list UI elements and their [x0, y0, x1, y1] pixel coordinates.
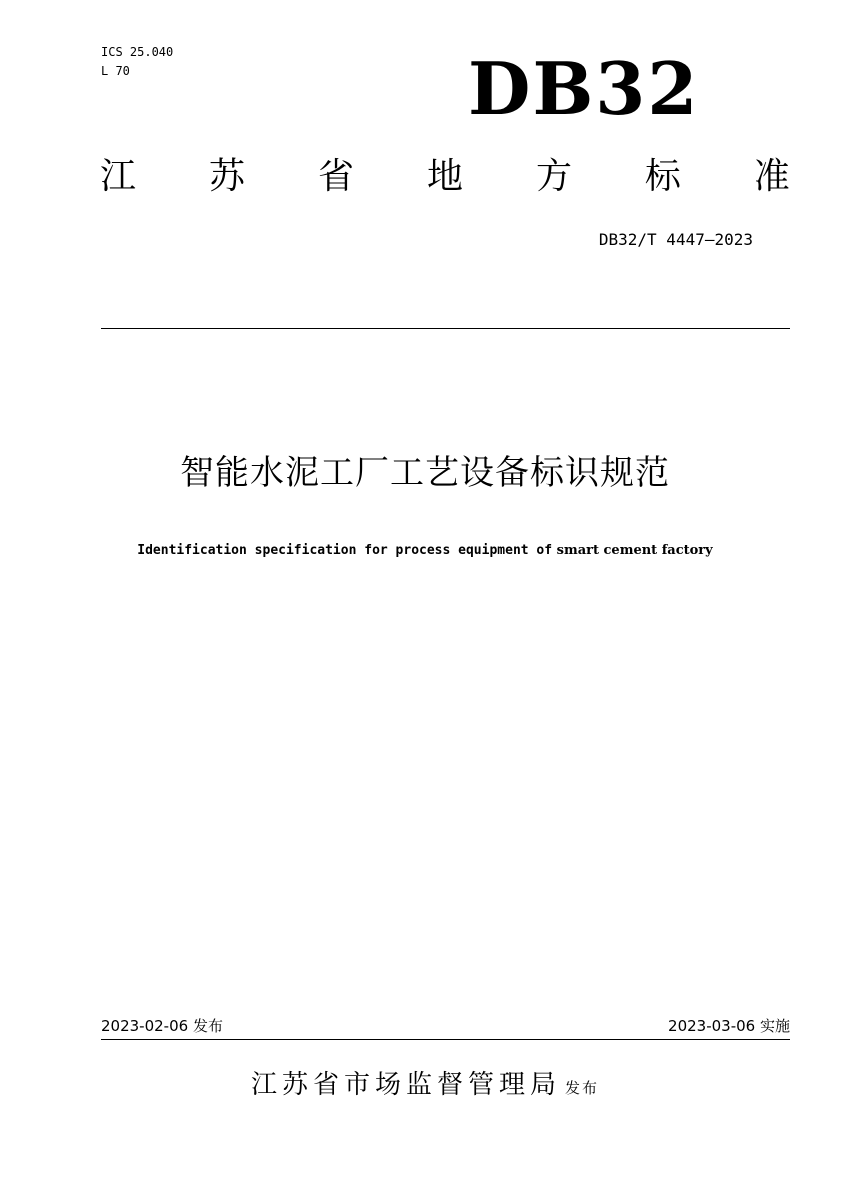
issuer-suffix: 发布: [565, 1079, 600, 1097]
subtitle-part-1: Identification specification for process equipment of: [137, 543, 553, 558]
issuer-line: [0, 1064, 850, 1101]
document-title: 智能水泥工厂工艺设备标识规范: [180, 453, 670, 493]
standard-type-char: 方: [535, 156, 572, 197]
subtitle-part-2: smart cement factory: [556, 543, 713, 558]
issuer-name: 江苏省市场监督管理局: [250, 1070, 561, 1100]
standard-type-char: 地: [426, 156, 463, 197]
standard-type-char: 准: [753, 156, 790, 197]
standard-type-char: 江: [100, 156, 137, 197]
release-date: 2023-02-06 发布: [101, 1017, 223, 1035]
document-subtitle: [0, 543, 850, 558]
standard-type-heading: [100, 154, 790, 200]
standard-type-char: 标: [644, 156, 681, 197]
standard-number: DB32/T 4447—2023: [598, 230, 753, 249]
standard-type-char: 苏: [208, 156, 245, 197]
ics-code: ICS 25.040: [101, 45, 174, 59]
ccs-code: L 70: [101, 64, 130, 78]
standard-type-char: 省: [317, 156, 354, 197]
db32-logo: DB32: [468, 46, 700, 131]
implementation-date: 2023-03-06 实施: [668, 1017, 790, 1035]
top-divider: [101, 328, 790, 329]
classification-codes: [101, 43, 173, 81]
bottom-divider: [101, 1039, 790, 1040]
